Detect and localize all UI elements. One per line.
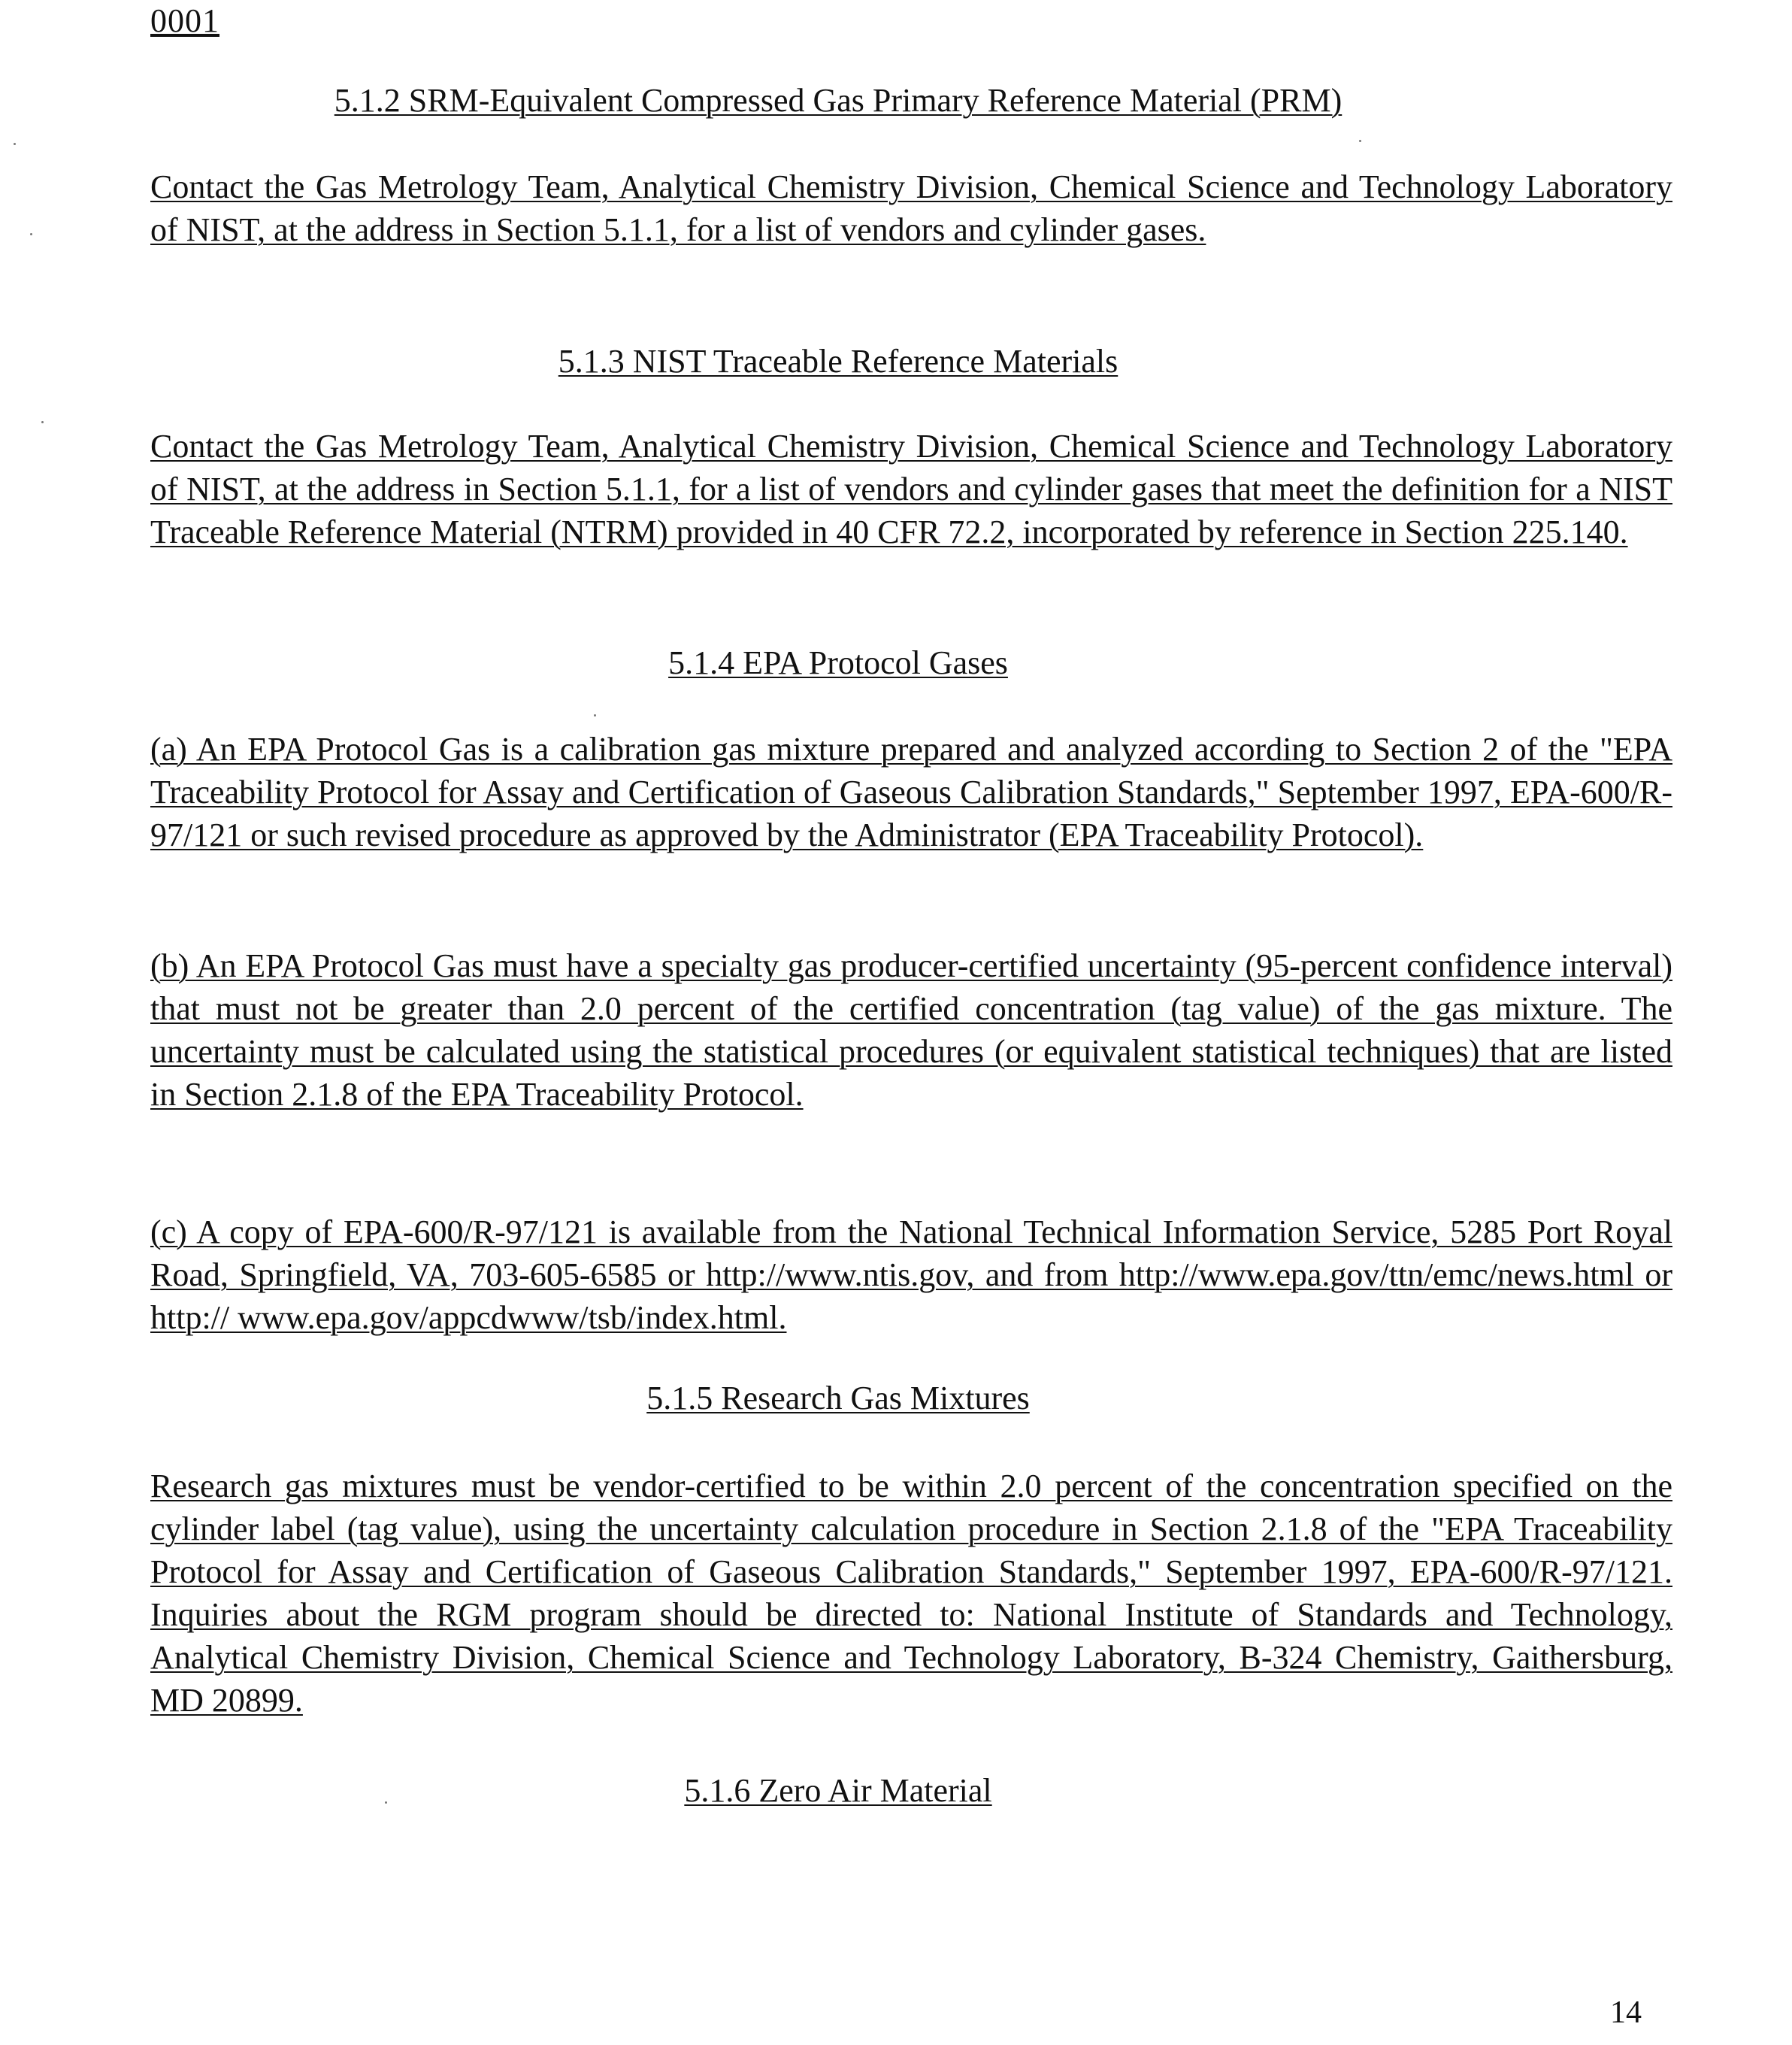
page-id: 0001: [150, 2, 219, 39]
paragraph-5-1-4-c: (c) A copy of EPA-600/R-97/121 is available from the National Technical Information Service, 5285 Port Royal Road, Springfield, VA, 703-605-6585 or http://www.ntis.gov, and from http://www.epa.gov/ttn/emc/news.html or http:// www.epa.gov/appcdwww/tsb/index.html.: [150, 1213, 1672, 1336]
paragraph-5-1-4-b: (b) An EPA Protocol Gas must have a specialty gas producer-certified uncertainty (95-percent confidence interval) that must not be greater than 2.0 percent of the certified concentration (tag value) of the gas mixture. The uncertainty must be calculated using the statistical procedures (or equivalent statistical techniques) that are listed in Section 2.1.8 of the EPA Traceability Protocol.: [150, 947, 1672, 1113]
paragraph-5-1-4-a: (a) An EPA Protocol Gas is a calibration gas mixture prepared and analyzed according to Section 2 of the "EPA Traceability Protocol for Assay and Certification of Gaseous Calibration Standards," September 1997, EPA-600/R-97/121 or such revised procedure as approved by the Administrator (EPA Traceability Protocol).: [150, 731, 1672, 853]
scan-speck: [385, 1801, 387, 1804]
scan-speck: [1359, 140, 1361, 142]
heading-5-1-6: 5.1.6 Zero Air Material: [684, 1772, 992, 1809]
scan-speck: [30, 233, 32, 235]
scan-speck: [41, 421, 44, 423]
heading-5-1-3: 5.1.3 NIST Traceable Reference Materials: [558, 343, 1118, 380]
page-number: 14: [1610, 1995, 1642, 2030]
paragraph-5-1-2: Contact the Gas Metrology Team, Analytical Chemistry Division, Chemical Science and Technology Laboratory of NIST, at the address in Section 5.1.1, for a list of vendors and cylinder gases.: [150, 168, 1672, 248]
scan-speck: [14, 143, 16, 145]
scan-speck: [594, 714, 596, 717]
paragraph-5-1-3: Contact the Gas Metrology Team, Analytical Chemistry Division, Chemical Science and Technology Laboratory of NIST, at the address in Section 5.1.1, for a list of vendors and cylinder gases that meet the definition for a NIST Traceable Reference Material (NTRM) provided in 40 CFR 72.2, incorporated by reference in Section 225.140.: [150, 428, 1672, 550]
paragraph-5-1-5: Research gas mixtures must be vendor-certified to be within 2.0 percent of the concentration specified on the cylinder label (tag value), using the uncertainty calculation procedure in Section 2.1.8 of the "EPA Traceability Protocol for Assay and Certification of Gaseous Calibration Standards," September 1997, EPA-600/R-97/121. Inquiries about the RGM program should be directed to: National Institute of Standards and Technology, Analytical Chemistry Division, Chemical Science and Technology Laboratory, B-324 Chemistry, Gaithersburg, MD 20899.: [150, 1468, 1672, 1719]
heading-5-1-4: 5.1.4 EPA Protocol Gases: [668, 644, 1008, 681]
heading-5-1-2: 5.1.2 SRM-Equivalent Compressed Gas Primary Reference Material (PRM): [334, 82, 1342, 119]
heading-5-1-5: 5.1.5 Research Gas Mixtures: [646, 1380, 1030, 1416]
